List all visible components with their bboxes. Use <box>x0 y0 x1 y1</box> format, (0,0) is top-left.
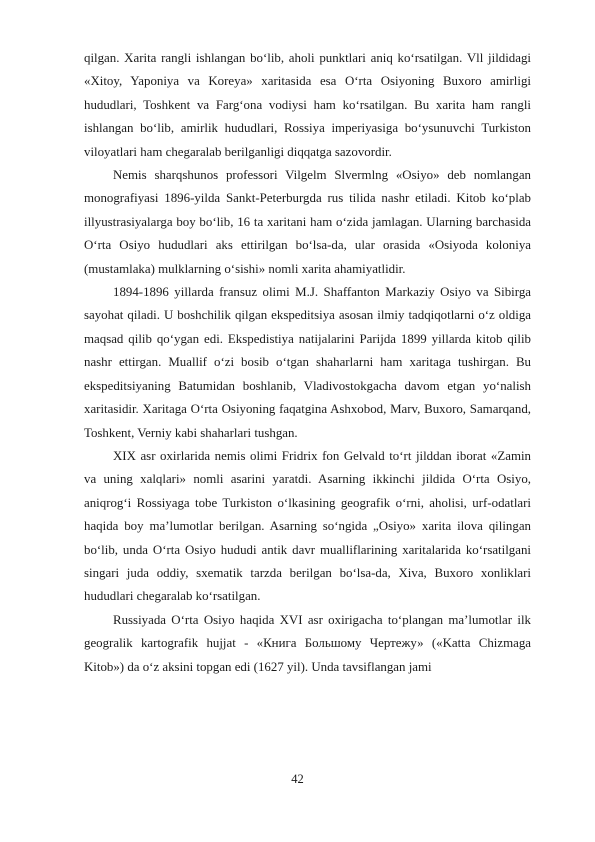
paragraph-1: qilgan. Xarita rangli ishlangan bo‘lib, aholi punktlari aniq ko‘rsatilgan. Vll jildidagi «Xitoy, Yaponiya va Koreya» xaritasida esa O‘rta Osiyoning Buxoro amirligi hududlari, Toshkent va Farg‘ona vodiysi ham ko‘rsatilgan. Bu xarita ham rangli ishlangan bo‘lib, amirlik hududlari, Rossiya imperiyasiga bo‘ysunuvchi Turkiston viloyatlari ham chegaralab berilganligi diqqatga sazovordir. <box>84 51 531 159</box>
paragraph-4: XIX asr oxirlarida nemis olimi Fridrix fon Gelvald to‘rt jilddan iborat «Zamin va uning xalqlari» nomli asarini yaratdi. Asarning ikkinchi jildida O‘rta Osiyo, aniqrog‘i Rossiyaga tobe Turkiston o‘lkasining geografik o‘rni, aholisi, urf-odatlari haqida boy ma’lumotlar berilgan. Asarning so‘ngida „Osiyo» xarita ilova qilingan bo‘lib, unda O‘rta Osiyo hududi antik davr mualliflarining xaritalarida ko‘rsatilgani singari juda oddiy, sxematik tarzda berilgan bo‘lsa-da, Xiva, Buxoro xonliklari hududlari chegaralab ko‘rsatilgan. <box>84 448 531 604</box>
document-body <box>84 47 531 679</box>
page-number: 42 <box>291 772 304 786</box>
paragraph-3: 1894-1896 yillarda fransuz olimi M.J. Shaffanton Markaziy Osiyo va Sibirga sayohat qiladi. U boshchilik qilgan ekspeditsiya asosan ilmiy tadqiqotlarni o‘z oldiga maqsad qilib qo‘ygan edi. Ekspedistiya natijalarini Parijda 1899 yillarda kitob qilib nashr ettirgan. Muallif o‘zi bosib o‘tgan shaharlarni ham xaritaga tushirgan. Bu ekspeditsiyaning Batumidan boshlanib, Vladivostokgacha davom etgan yo‘nalish xaritasidir. Xaritaga O‘rta Osiyoning faqatgina Ashxobod, Marv, Buxoro, Samarqand, Toshkent, Verniy kabi shaharlari tushgan. <box>84 285 531 440</box>
paragraph-5: Russiyada O‘rta Osiyo haqida XVI asr oxirigacha to‘plangan ma’lumotlar ilk geogralik kartografik hujjat - «Книга Большому Чертежу» («Katta Chizmaga Kitob») da o‘z aksini topgan edi (1627 yil). Unda tavsiflangan jami <box>84 612 531 674</box>
paragraph-2: Nemis sharqshunos professori Vilgelm Slvermlng «Osiyo» deb nomlangan monografiyasi 1896-yilda Sankt-Peterburgda rus tilida nashr etiladi. Kitob ko‘plab illyustrasiyalarga boy bo‘lib, 16 ta xaritani ham o‘zida jamlagan. Ularning barchasida O‘rta Osiyo hududlari aks ettirilgan bo‘lsa-da, ular orasida «Osiyoda koloniya (mustamlaka) mulklarning o‘sishi» nomli xarita ahamiyatlidir. <box>84 168 531 276</box>
